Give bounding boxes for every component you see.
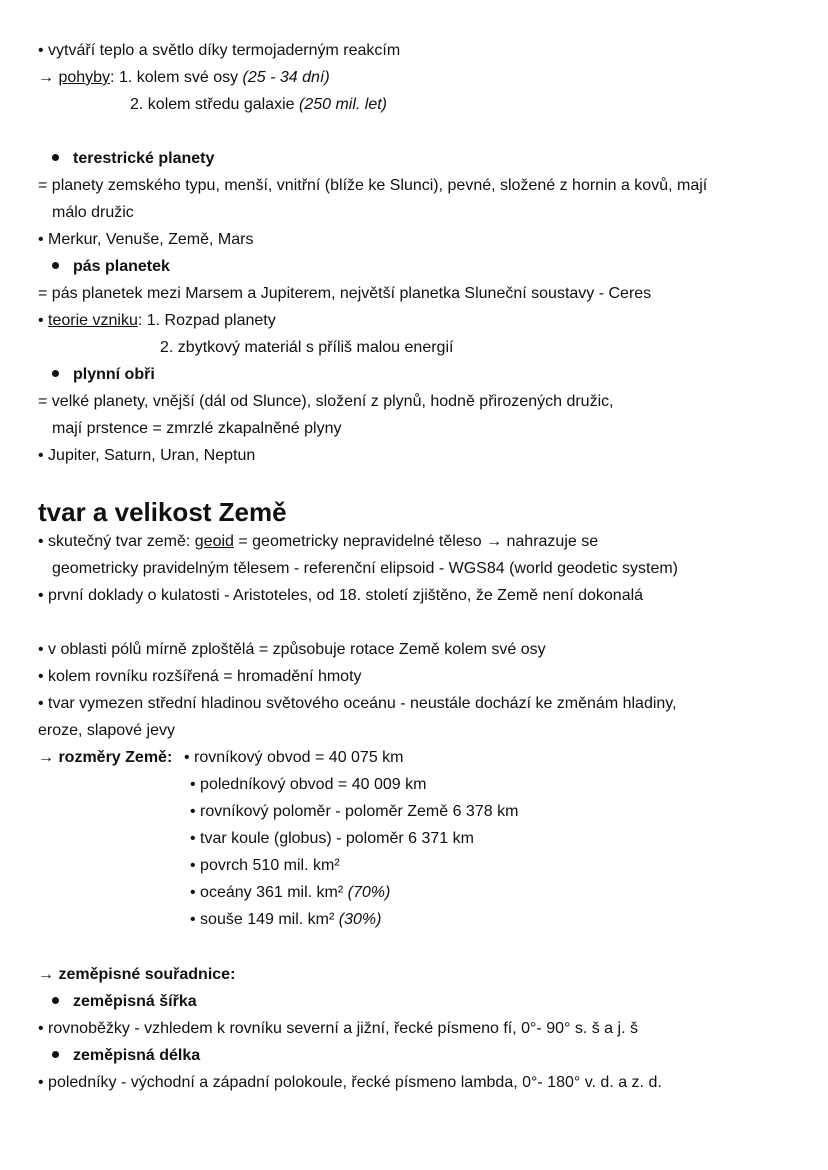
geoid-line	[38, 532, 598, 552]
bullet-icon	[52, 997, 59, 1004]
sun-motion-2-line	[130, 95, 387, 115]
gas-giants-list: • Jupiter, Saturn, Uran, Neptun	[38, 447, 256, 464]
dimension-item: • rovníkový poloměr - poloměr Země 6 378 km	[190, 803, 519, 820]
bullet-icon	[52, 1051, 59, 1058]
longitude-text: • poledníky - východní a západní polokoule, řecké písmeno lambda, 0°- 180° v. d. a z. d.	[38, 1074, 662, 1091]
heading-text: zeměpisná délka	[73, 1047, 201, 1064]
gas-giants-heading	[38, 365, 155, 385]
asteroid-theory-2: 2. zbytkový materiál s příliš malou energií	[160, 339, 454, 356]
bullet: •	[38, 312, 49, 329]
dimension-item: • poledníkový obvod = 40 009 km	[190, 776, 427, 793]
sun-motion-line	[38, 68, 330, 88]
motion-2-note: (250 mil. let)	[298, 96, 388, 113]
bullet-icon	[52, 154, 59, 161]
geoid-pre: • skutečný tvar země:	[38, 533, 195, 550]
equator-line: • kolem rovníku rozšířená = hromadění hmoty	[38, 668, 362, 685]
proof-line: • první doklady o kulatosti - Aristoteles, od 18. století zjištěno, že Země není dokonalá	[38, 587, 644, 604]
bullet-icon	[52, 370, 59, 377]
section-title: tvar a velikost Země	[38, 497, 287, 527]
coordinates-label: → zeměpisné souřadnice:	[38, 966, 236, 983]
bullet-icon	[52, 262, 59, 269]
theory-label: teorie vzniku	[48, 312, 138, 329]
geoid-label: geoid	[194, 533, 234, 550]
gas-giants-def-1: = velké planety, vnější (dál od Slunce), složení z plynů, hodně přirozených družic,	[38, 393, 614, 410]
ocean-line-1: • tvar vymezen střední hladinou světového oceánu - neustále dochází ke změnám hladiny,	[38, 695, 677, 712]
dimension-item: • souše 149 mil. km² (30%)	[190, 911, 382, 928]
heading-text: plynní obři	[73, 366, 155, 383]
terrestrial-def-1: = planety zemského typu, menší, vnitřní (blíže ke Slunci), pevné, složené z hornin a kovů, mají	[38, 177, 708, 194]
poles-line: • v oblasti pólů mírně zploštělá = způsobuje rotace Země kolem své osy	[38, 641, 546, 658]
latitude-heading	[38, 992, 197, 1012]
terrestrial-list: • Merkur, Venuše, Země, Mars	[38, 231, 254, 248]
dimension-item: • povrch 510 mil. km²	[190, 857, 340, 874]
gas-giants-def-2: mají prstence = zmrzlé zkapalněné plyny	[52, 420, 342, 437]
motion-2: 2. kolem středu galaxie	[130, 96, 299, 113]
heading-text: zeměpisná šířka	[73, 993, 197, 1010]
ocean-line-2: eroze, slapové jevy	[38, 722, 175, 739]
dimension-item: • tvar koule (globus) - poloměr 6 371 km	[190, 830, 474, 847]
longitude-heading	[38, 1046, 200, 1066]
geoid-post: = geometricky nepravidelné těleso → nahrazuje se	[233, 533, 599, 550]
heading-text: terestrické planety	[73, 150, 215, 167]
heading-text: pás planetek	[73, 258, 170, 275]
latitude-text: • rovnoběžky - vzhledem k rovníku severní a jižní, řecké písmeno fí, 0°- 90° s. š a j. š	[38, 1020, 638, 1037]
dimension-item: • rovníkový obvod = 40 075 km	[184, 749, 404, 766]
dimension-item: • oceány 361 mil. km² (70%)	[190, 884, 391, 901]
theory-1: : 1. Rozpad planety	[137, 312, 276, 329]
sun-heat-line: • vytváří teplo a světlo díky termojaderným reakcím	[38, 42, 401, 59]
dimensions-label: → rozměry Země:	[38, 749, 173, 766]
asteroid-theory-line	[38, 311, 276, 331]
arrow-icon: →	[38, 69, 59, 86]
motion-1-note: (25 - 34 dní)	[242, 69, 330, 86]
motion-1: : 1. kolem své osy	[110, 69, 243, 86]
terrestrial-heading	[38, 149, 214, 169]
terrestrial-def-2: málo družic	[52, 204, 134, 221]
asteroid-def: = pás planetek mezi Marsem a Jupiterem, největší planetka Sluneční soustavy - Ceres	[38, 285, 652, 302]
asteroid-heading	[38, 257, 170, 277]
motion-label: pohyby	[58, 69, 111, 86]
geoid-line-2: geometricky pravidelným tělesem - referenční elipsoid - WGS84 (world geodetic system)	[52, 560, 679, 577]
